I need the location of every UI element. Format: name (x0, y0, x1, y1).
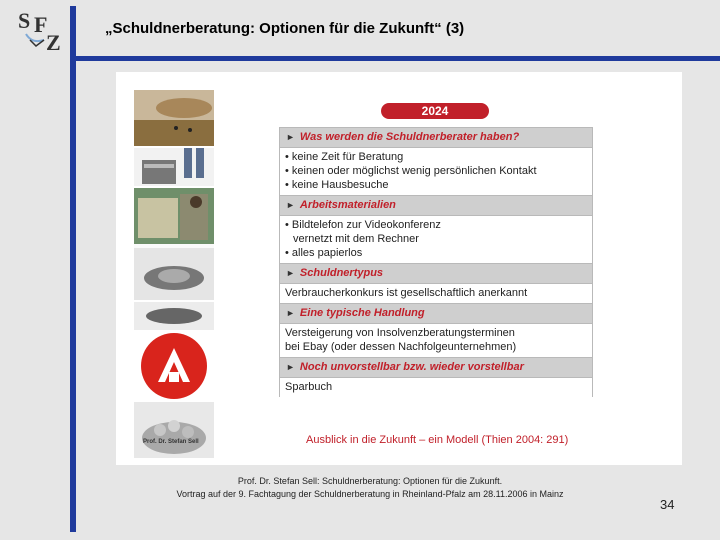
page-number: 34 (660, 497, 675, 512)
horizontal-accent-bar (70, 56, 720, 61)
year-badge: 2024 (381, 103, 489, 119)
section-heading: ► Schuldnertypus (280, 263, 592, 284)
triangle-bullet-icon: ► (286, 200, 295, 210)
svg-text:F: F (34, 12, 48, 37)
svg-text:Z: Z (46, 30, 61, 54)
section-heading: ► Was werden die Schuldnerberater haben? (280, 127, 592, 148)
triangle-bullet-icon: ► (286, 268, 295, 278)
section-heading: ► Noch unvorstellbar bzw. wieder vorstellbar (280, 357, 592, 378)
section-body: Verbraucherkonkurs ist gesellschaftlich anerkannt (280, 284, 592, 303)
section-heading: ► Eine typische Handlung (280, 303, 592, 324)
section-body: Versteigerung von Insolvenzberatungsterminen bei Ebay (oder dessen Nachfolgeunternehmen) (280, 324, 592, 357)
section-heading: ► Arbeitsmaterialien (280, 195, 592, 216)
section-body: • keine Zeit für Beratung • keinen oder möglichst wenig persönlichen Kontakt • keine Hausbesuche (280, 148, 592, 195)
footer-line-2: Vortrag auf der 9. Fachtagung der Schuldnerberatung in Rheinland-Pfalz am 28.11.2006 in Mainz (176, 489, 564, 499)
triangle-bullet-icon: ► (286, 362, 295, 372)
triangle-bullet-icon: ► (286, 308, 295, 318)
surreal-landscape-image (134, 90, 214, 146)
svg-text:S: S (18, 8, 31, 33)
footer-line-1: Prof. Dr. Stefan Sell: Schuldnerberatung: Optionen für die Zukunft. (237, 476, 503, 486)
section-body: • Bildtelefon zur Videokonferenz vernetzt mit dem Rechner • alles papierlos (280, 216, 592, 263)
section-body: Sparbuch (280, 378, 592, 397)
slide-image (116, 72, 682, 465)
paper-stacks-image (134, 188, 214, 244)
page-title: „Schuldnerberatung: Optionen für die Zukunft“ (3) (105, 20, 465, 37)
logo-icon (16, 6, 66, 54)
arbeitsagentur-logo (134, 330, 214, 402)
scenario-table (279, 127, 593, 397)
handshake-image (134, 302, 214, 330)
slide-caption: Ausblick in die Zukunft – ein Modell (Thien 2004: 291) (306, 434, 569, 446)
coins-in-hands-image (134, 402, 214, 458)
footer-citation (160, 475, 580, 501)
legs-and-files-image (134, 148, 214, 186)
vertical-accent-bar (70, 6, 76, 532)
clasped-hands-image (134, 248, 214, 300)
triangle-bullet-icon: ► (286, 132, 295, 142)
author-credit: Prof. Dr. Stefan Sell (143, 439, 199, 445)
